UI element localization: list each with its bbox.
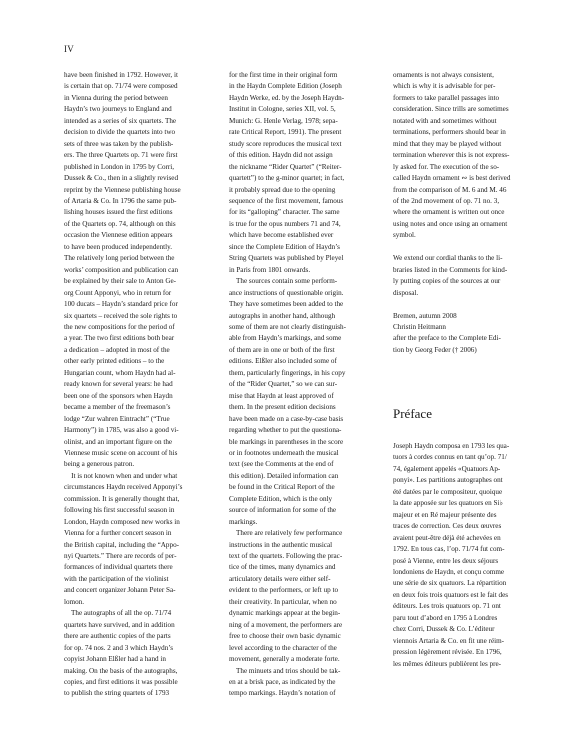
text-line: is certain that op. 71/74 were composed	[64, 82, 178, 91]
text-line: une série de six quatuors. La répartition	[393, 579, 507, 588]
text-line: a dedication – adopted in most of the	[64, 345, 170, 354]
text-line: 100 ducats – Haydn’s standard price for	[64, 300, 178, 309]
text-line: being a generous patron.	[64, 460, 135, 469]
text-line: be found in the Critical Report of the	[229, 483, 335, 492]
text-line: articulatory details were either self-	[229, 574, 331, 583]
text-line: The minuets and trios should be tak-	[229, 666, 341, 675]
text-line: braries listed in the Comments for kind-	[393, 265, 508, 274]
text-line: ers. The three Quartets op. 71 were first	[64, 151, 178, 160]
text-line: to publish the string quartets of 1793	[64, 689, 170, 698]
text-line: movement, generally a moderate forte.	[229, 655, 340, 664]
text-line: termination wherever this is not express-	[393, 151, 510, 160]
text-line: of the “Rider Quartet,” so we can sur-	[229, 380, 338, 389]
text-line: terminations, performers should bear in	[393, 128, 506, 137]
text-line: copies, and first editions it was possible	[64, 678, 178, 687]
text-line: There are relatively few performance	[229, 529, 343, 538]
text-line: editions. Elßler also included some of	[229, 357, 337, 366]
text-line: posé à Vienne, entre les deux séjours	[393, 556, 499, 565]
text-line: ready known for several years: he had	[64, 380, 173, 389]
text-line: six quartets – received the sole rights to	[64, 311, 178, 320]
text-line: dynamic markings appear at the begin-	[229, 609, 341, 618]
text-line: of them are in one or both of the first	[229, 345, 335, 354]
text-line: some of them are not clearly distinguish-	[229, 322, 346, 331]
text-line: quartett”) to the g-minor quartet; in fact,	[229, 174, 345, 183]
text-line: in the Haydn Complete Edition (Joseph	[229, 82, 342, 91]
text-line: notated with and sometimes without	[393, 116, 497, 125]
text-line: They have sometimes been added to the	[229, 300, 344, 309]
text-line: commission. It is generally thought that,	[64, 494, 180, 503]
text-line: rate Critical Report, 1991). The present	[229, 128, 342, 137]
text-line: ponyi». Les partitions autographes ont	[393, 476, 503, 485]
text-line: and concert organizer Johann Peter Sa-	[64, 586, 176, 595]
text-line: été datées par le compositeur, quoique	[393, 487, 503, 496]
text-line: text (see the Comments at the end of	[229, 460, 334, 469]
text-line: of this edition. Haydn did not assign	[229, 151, 333, 160]
text-line: Harmony”) in 1785, was also a good vi-	[64, 426, 179, 435]
text-line: became a member of the freemason’s	[64, 403, 171, 412]
text-line: The sources contain some perform-	[229, 277, 338, 286]
text-line: Complete Edition, which is the only	[229, 494, 333, 503]
text-line: majeur et en Ré majeur présente des	[393, 510, 497, 519]
text-line: ly putting copies of the sources at our	[393, 277, 501, 286]
text-line: consideration. Since trills are sometimes	[393, 105, 509, 114]
text-line: be explained by their sale to Anton Ge-	[64, 277, 177, 286]
text-line: of the Quartets op. 74, although on this	[64, 219, 176, 228]
section-heading-preface: Préface	[393, 406, 432, 421]
text-line: circumstances Haydn received Apponyi’s	[64, 483, 183, 492]
text-line: Haydn’s two journeys to England and	[64, 105, 172, 114]
text-line: Dussek & Co., then in a slightly revised	[64, 174, 179, 183]
text-line: 1792. En tous cas, l’op. 71/74 fut com-	[393, 545, 505, 554]
text-line: olinist, and an important figure on the	[64, 437, 173, 446]
text-line: regarding whether to put the questiona-	[229, 426, 342, 435]
text-line: called Haydn ornament ∾ is best derived	[393, 174, 511, 183]
text-column-right	[393, 70, 543, 356]
text-line: able from Haydn’s markings, and some	[229, 334, 342, 343]
text-line: lomon.	[64, 597, 85, 606]
text-line: level according to the character of the	[229, 643, 337, 652]
text-line: other early printed editions – to the	[64, 357, 165, 366]
text-line: for the first time in their original form	[229, 71, 338, 79]
text-line: London, Haydn composed new works in	[64, 517, 180, 526]
text-line: lishing houses issued the first editions	[64, 208, 173, 217]
text-line: la date apposée sur les quatuors en Si♭	[393, 499, 503, 508]
text-line: The relatively long period between the	[64, 254, 175, 263]
text-line: en at a brisk pace, as indicated by the	[229, 678, 336, 687]
text-line: Bremen, autumn 2008	[393, 311, 457, 320]
text-line: viennois Artaria & Co. en fit une réim-	[393, 636, 505, 645]
text-line: their creativity. In particular, when no	[229, 597, 337, 606]
text-line: formances of individual quartets there	[64, 563, 173, 572]
text-line: Vienna for a further concert season in	[64, 529, 172, 538]
text-line: Munich: G. Henle Verlag, 1978; sepa-	[229, 116, 338, 125]
text-line: ning of a movement, the performers are	[229, 620, 343, 629]
text-line: of the 2nd movement of op. 71 no. 3,	[393, 196, 500, 205]
text-line: them, particularly fingerings, in his copy	[229, 368, 346, 377]
text-line: tuors à cordes connus en tant qu’op. 71/	[393, 453, 507, 462]
text-line: making. On the basis of the autographs,	[64, 666, 178, 675]
text-line: sets of three was taken by the publish-	[64, 139, 174, 148]
text-line: which is why it is advisable for per-	[393, 82, 496, 91]
text-line: mise that Haydn at least approved of	[229, 391, 334, 400]
text-line: decision to divide the quartets into two	[64, 128, 176, 137]
text-line: them. In the present edition decisions	[229, 403, 336, 412]
text-line: mind that they may be played without	[393, 139, 502, 148]
text-line: avaient peut-être déjà été achevées en	[393, 533, 501, 542]
text-line: ble markings in parentheses in the score	[229, 437, 344, 446]
text-line: evident to the performers, or left up to	[229, 586, 339, 595]
text-line: where the ornament is written out once	[393, 208, 505, 217]
text-line: the British capital, including the “Appo-	[64, 540, 180, 549]
text-line: a year. The two first editions both bear	[64, 334, 175, 343]
text-line: autographs in another hand, although	[229, 311, 336, 320]
text-line: pression légèrement révisée. En 1796,	[393, 648, 502, 657]
text-line: org Count Apponyi, who in return for	[64, 288, 172, 297]
text-line	[393, 242, 543, 253]
text-line: lodge “Zur wahren Eintracht” (“True	[64, 414, 170, 423]
text-line: the new compositions for the period of	[64, 322, 175, 331]
text-line: to have been produced independently.	[64, 242, 172, 251]
text-line: traces de correction. Ces deux œuvres	[393, 522, 502, 531]
text-line: the nickname “Rider Quartet” (“Reiter-	[229, 162, 342, 171]
text-line: disposal.	[393, 288, 419, 297]
text-line: there are authentic copies of the parts	[64, 632, 171, 641]
text-line: symbol.	[393, 231, 416, 240]
text-line: tice of the times, many dynamics and	[229, 563, 336, 572]
text-line: have been made on a case-by-case basis	[229, 414, 344, 423]
text-line: of Artaria & Co. In 1796 the same pub-	[64, 196, 177, 205]
text-line	[393, 299, 543, 310]
text-line: ornaments is not always consistent,	[393, 71, 494, 79]
text-line: which have become established ever	[229, 231, 334, 240]
text-line: this edition). Detailed information can	[229, 471, 339, 480]
text-line: quartets have survived, and in addition	[64, 620, 175, 629]
text-line: ance instructions of questionable origin.	[229, 288, 344, 297]
text-line: after the preface to the Complete Edi-	[393, 334, 501, 343]
text-line: markings.	[229, 517, 258, 526]
text-line: for op. 74 nos. 2 and 3 which Haydn’s	[64, 643, 174, 652]
text-line: Haydn Werke, ed. by the Joseph Haydn-	[229, 93, 345, 102]
text-line: intended as a series of six quartets. The	[64, 116, 177, 125]
text-line: Viennese music scene on account of his	[64, 448, 178, 457]
text-column-left	[64, 70, 214, 700]
text-line: String Quartets was published by Pleyel	[229, 254, 344, 263]
text-line: or in footnotes underneath the musical	[229, 448, 339, 457]
text-line: tion by Georg Feder († 2006)	[393, 345, 477, 354]
text-line: occasion the Viennese edition appears	[64, 231, 173, 240]
text-line: formers to take parallel passages into	[393, 93, 500, 102]
text-line: Joseph Haydn composa en 1793 les qua-	[393, 442, 510, 450]
text-line: les mêmes éditeurs publièrent les pre-	[393, 659, 502, 668]
text-line: nyi Quartets.” There are records of per-	[64, 552, 177, 561]
text-line: Hungarian count, whom Haydn had al-	[64, 368, 176, 377]
text-line: works’ composition and publication can	[64, 265, 179, 274]
text-line: The autographs of all the op. 71/74	[64, 609, 172, 618]
text-line: published in London in 1795 by Corri,	[64, 162, 175, 171]
text-line: instructions in the authentic musical	[229, 540, 333, 549]
text-line: en deux fois trois quatuors est le fait des	[393, 590, 509, 599]
text-line: ly asked for. The execution of the so-	[393, 162, 500, 171]
text-line: Christin Heitmann	[393, 322, 446, 331]
text-column-right-french	[393, 441, 543, 670]
text-line: in Vienna during the period between	[64, 93, 168, 102]
text-line: source of information for some of the	[229, 506, 337, 515]
text-line: reprint by the Viennese publishing house	[64, 185, 181, 194]
text-line: sequence of the first movement, famous	[229, 196, 344, 205]
text-line: paru tout d’abord en 1795 à Londres	[393, 613, 498, 622]
text-line: tempo markings. Haydn’s notation of	[229, 689, 336, 698]
text-line: We extend our cordial thanks to the li-	[393, 254, 503, 263]
text-column-middle	[229, 70, 377, 700]
text-line: chez Corri, Dussek & Co. L’éditeur	[393, 625, 495, 634]
text-line: using notes and once using an ornament	[393, 219, 508, 228]
text-line: with the participation of the violinist	[64, 574, 169, 583]
text-line: It is not known when and under what	[64, 471, 178, 480]
text-line: since the Complete Edition of Haydn’s	[229, 242, 340, 251]
text-line: éditeurs. Les trois quatuors op. 71 ont	[393, 602, 501, 611]
text-line: for its “galloping” character. The same	[229, 208, 340, 217]
text-line: Institut in Cologne, series XII, vol. 5,	[229, 105, 336, 114]
text-line: from the comparison of M. 6 and M. 46	[393, 185, 507, 194]
text-line: text of the quartets. Following the prac-	[229, 552, 343, 561]
text-line: it probably spread due to the opening	[229, 185, 336, 194]
text-line: 74, également appelés «Quatuors Ap-	[393, 464, 501, 473]
page-number: IV	[64, 44, 75, 54]
text-line: in Paris from 1801 onwards.	[229, 265, 311, 274]
text-line: following his first successful season in	[64, 506, 175, 515]
text-line: study score reproduces the musical text	[229, 139, 342, 148]
text-line: free to choose their own basic dynamic	[229, 632, 341, 641]
text-line: been one of the sponsors when Haydn	[64, 391, 173, 400]
text-line: is true for the opus numbers 71 and 74,	[229, 219, 341, 228]
text-line: have been finished in 1792. However, it	[64, 71, 178, 79]
text-line: copyist Johann Elßler had a hand in	[64, 655, 166, 664]
text-line: londoniens de Haydn, et conçu comme	[393, 567, 505, 576]
